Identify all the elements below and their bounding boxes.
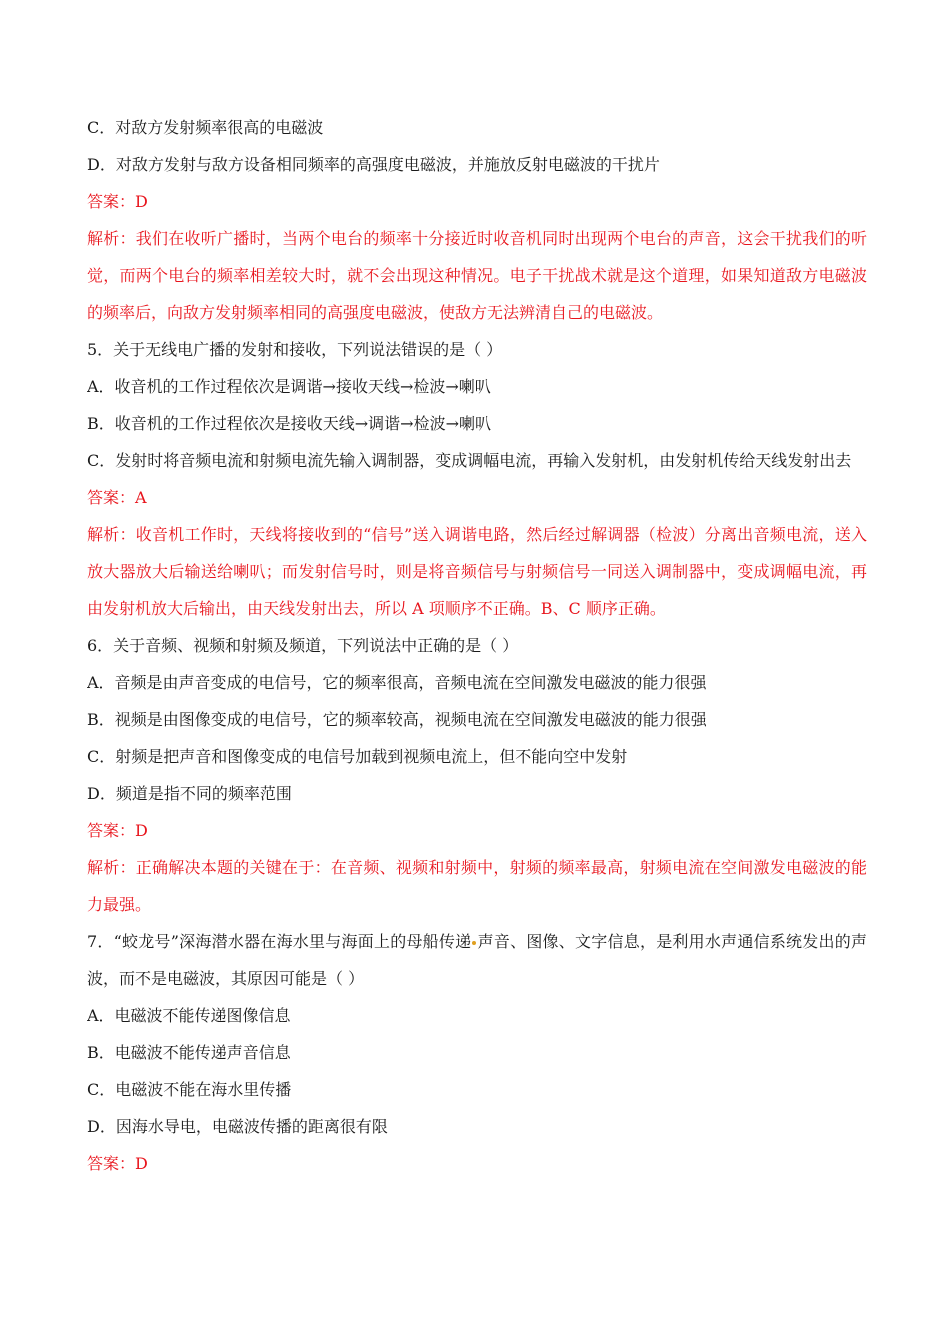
q7-stem-part2: 声音、图像、文字信息，是利用水声通信系统发出的声波，而不是电磁波，其原因可能是（ ） (87, 932, 867, 988)
q4-option-d: D．对敌方发射与敌方设备相同频率的高强度电磁波，并施放反射电磁波的干扰片 (87, 155, 660, 174)
q4-answer: 答案：D (87, 192, 148, 211)
q7-option-a: A．电磁波不能传递图像信息 (87, 1006, 291, 1025)
q6-analysis: 解析：正确解决本题的关键在于：在音频、视频和射频中，射频的频率最高，射频电流在空间激发电磁波的能力最强。 (87, 858, 867, 914)
q5-option-b: B．收音机的工作过程依次是接收天线→调谐→检波→喇叭 (87, 414, 491, 433)
q6-option-d: D．频道是指不同的频率范围 (87, 784, 292, 803)
q5-analysis: 解析：收音机工作时，天线将接收到的“信号”送入调谐电路，然后经过解调器（检波）分离出音频电流，送入放大器放大后输送给喇叭；而发射信号时，则是将音频信号与射频信号一同送入调制器中，变成调幅电流，再由发射机放大后输出，由天线发射出去，所以 A 项顺序不正确。B、C 顺序正确。 (87, 525, 867, 618)
q7-answer: 答案：D (87, 1154, 148, 1173)
q5-answer: 答案：A (87, 488, 147, 507)
q6-option-a: A．音频是由声音变成的电信号，它的频率很高，音频电流在空间激发电磁波的能力很强 (87, 673, 707, 692)
q4-analysis: 解析：我们在收听广播时，当两个电台的频率十分接近时收音机同时出现两个电台的声音，这会干扰我们的听觉，而两个电台的频率相差较大时，就不会出现这种情况。电子干扰战术就是这个道理，如果知道敌方电磁波的频率后，向敌方发射频率相同的高强度电磁波，使敌方无法辨清自己的电磁波。 (87, 229, 867, 322)
q5-option-c: C．发射时将音频电流和射频电流先输入调制器，变成调幅电流，再输入发射机，由发射机传给天线发射出去 (87, 451, 852, 470)
stray-dot-mark (472, 941, 476, 945)
q7-option-d: D．因海水导电，电磁波传播的距离很有限 (87, 1117, 388, 1136)
q6-stem: 6．关于音频、视频和射频及频道，下列说法中正确的是（ ） (87, 636, 519, 655)
q5-stem: 5．关于无线电广播的发射和接收，下列说法错误的是（ ） (87, 340, 503, 359)
q6-option-c: C．射频是把声音和图像变成的电信号加载到视频电流上，但不能向空中发射 (87, 747, 628, 766)
document-content (87, 109, 867, 1182)
q6-answer: 答案：D (87, 821, 148, 840)
q5-option-a: A．收音机的工作过程依次是调谐→接收天线→检波→喇叭 (87, 377, 491, 396)
q7-stem (87, 923, 867, 997)
q7-option-c: C．电磁波不能在海水里传播 (87, 1080, 292, 1099)
q7-option-b: B．电磁波不能传递声音信息 (87, 1043, 291, 1062)
q7-stem-part1: 7．“蛟龙号”深海潜水器在海水里与海面上的母船传递 (87, 932, 472, 951)
q6-option-b: B．视频是由图像变成的电信号，它的频率较高，视频电流在空间激发电磁波的能力很强 (87, 710, 707, 729)
q4-option-c: C．对敌方发射频率很高的电磁波 (87, 118, 324, 137)
